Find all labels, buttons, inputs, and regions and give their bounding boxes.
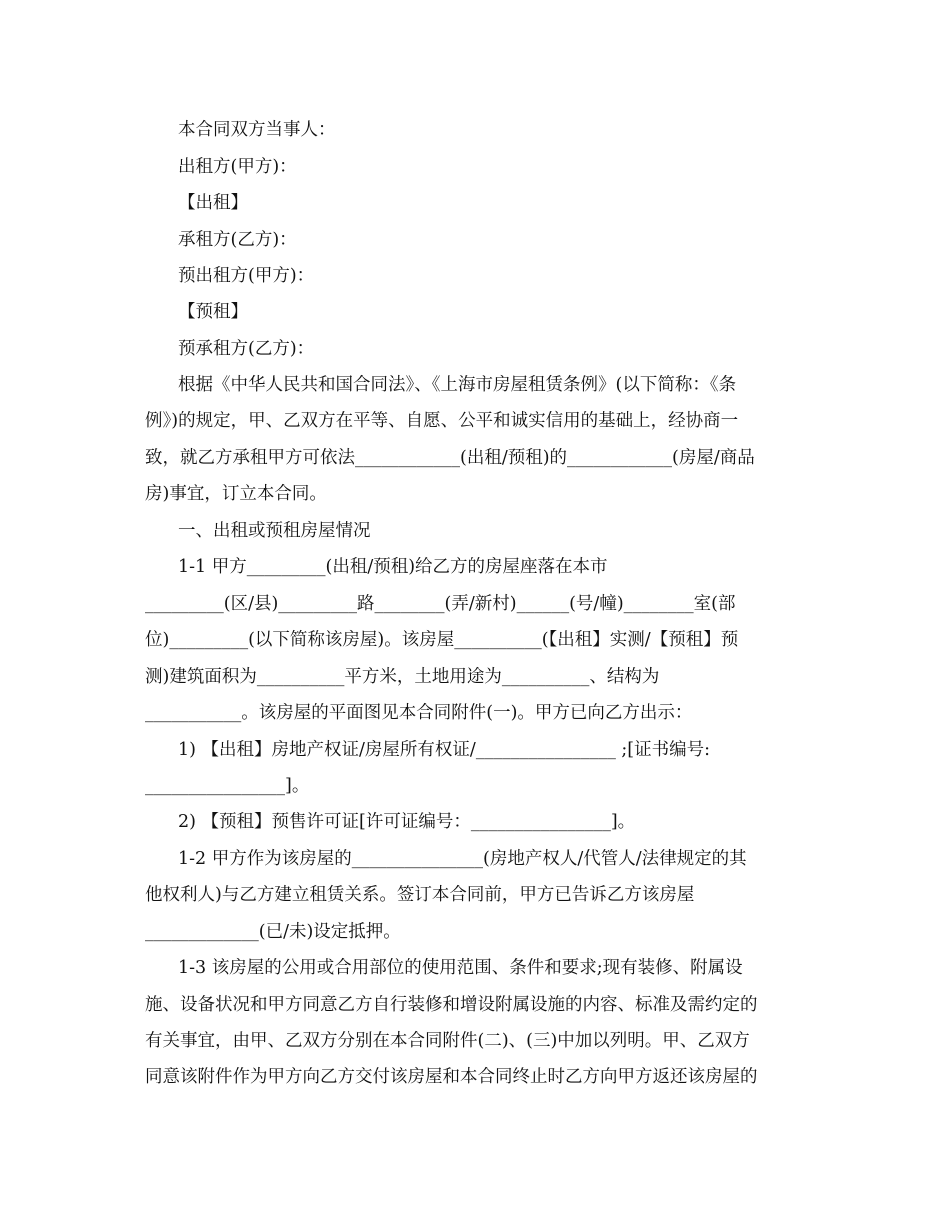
party-heading: 本合同双方当事人： <box>178 120 336 140</box>
clause-1-2: 1-2 甲方作为该房屋的_______________(房地产权人/代管人/法律规定的其 <box>178 849 747 869</box>
clause-1-1: 1-1 甲方_________(出租/预租)给乙方的房屋座落在本市 <box>178 557 608 577</box>
list-item-1: 1) 【出租】房地产权证/房屋所有权证/________________ ;[证书编号: <box>178 740 710 760</box>
section-heading: 一、出租或预租房屋情况 <box>178 521 371 541</box>
list-item-2: 2) 【预租】预售许可证[许可证编号：________________]。 <box>178 812 636 832</box>
body-line: 他权利人)与乙方建立租赁关系。签订本合同前，甲方已告诉乙方该房屋 <box>145 885 695 905</box>
lessee-label: 承租方(乙方)： <box>178 230 297 250</box>
pre-lease-tag: 【预租】 <box>178 302 248 322</box>
body-line: 例》)的规定，甲、乙双方在平等、自愿、公平和诚实信用的基础上，经协商一 <box>145 411 739 431</box>
body-line: 房)事宜，订立本合同。 <box>145 484 327 504</box>
body-line: _________(区/县)_________路________(弄/新村)______(号/幢)________室(部 <box>145 594 736 614</box>
body-line: 施、设备状况和甲方同意乙方自行装修和增设附属设施的内容、标准及需约定的 <box>145 995 758 1015</box>
body-line: 根据《中华人民共和国合同法》、《上海市房屋租赁条例》(以下简称：《条 <box>178 375 737 395</box>
lessor-label: 出租方(甲方)： <box>178 157 297 177</box>
pre-lessee-label: 预承租方(乙方)： <box>178 339 315 359</box>
body-line: 位)_________(以下简称该房屋)。该房屋__________(【出租】实测/【预租】预 <box>145 630 739 650</box>
clause-1-3: 1-3 该房屋的公用或合用部位的使用范围、条件和要求;现有装修、附属设 <box>178 958 743 978</box>
body-line: 测)建筑面积为__________平方米，土地用途为__________、结构为 <box>145 667 660 687</box>
body-line: _____________(已/未)设定抵押。 <box>145 922 401 942</box>
lease-tag: 【出租】 <box>178 193 248 213</box>
pre-lessor-label: 预出租方(甲方)： <box>178 266 315 286</box>
body-line: 有关事宜，由甲、乙双方分别在本合同附件(二)、(三)中加以列明。甲、乙双方 <box>145 1031 750 1051</box>
body-line: ________________]。 <box>145 776 310 796</box>
body-line: ___________。该房屋的平面图见本合同附件(一)。甲方已向乙方出示： <box>145 703 693 723</box>
body-line: 致，就乙方承租甲方可依法____________(出租/预租)的____________(房屋/商品 <box>145 448 755 468</box>
body-line: 同意该附件作为甲方向乙方交付该房屋和本合同终止时乙方向甲方返还该房屋的 <box>145 1067 758 1087</box>
